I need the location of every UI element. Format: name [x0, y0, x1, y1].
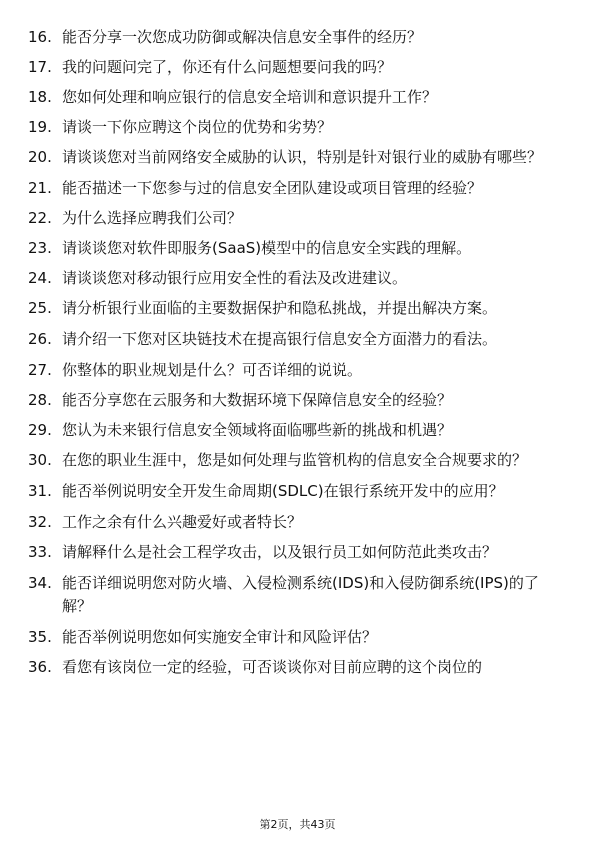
- question-item: [28, 419, 568, 442]
- question-item: [28, 26, 568, 49]
- question-text: 能否描述一下您参与过的信息安全团队建设或项目管理的经验？: [62, 179, 483, 197]
- question-number: 20.: [28, 148, 52, 166]
- question-text: 请谈谈您对移动银行应用安全性的看法及改进建议。: [62, 269, 408, 287]
- question-text: 请谈谈您对当前网络安全威胁的认识，特别是针对银行业的威胁有哪些？: [62, 148, 543, 166]
- question-item: [28, 328, 568, 351]
- question-number: 35.: [28, 628, 52, 646]
- question-text: 您如何处理和响应银行的信息安全培训和意识提升工作？: [62, 88, 438, 106]
- question-item: [28, 389, 568, 412]
- question-number: 18.: [28, 88, 52, 106]
- question-item: [28, 511, 568, 534]
- question-item: [28, 359, 568, 382]
- question-item: [28, 86, 568, 109]
- question-number: 25.: [28, 299, 52, 317]
- question-text: 为什么选择应聘我们公司？: [62, 209, 243, 227]
- question-item: [28, 297, 568, 320]
- question-item: [28, 116, 568, 139]
- question-text: 请解释什么是社会工程学攻击，以及银行员工如何防范此类攻击？: [62, 543, 498, 561]
- question-text: 能否分享一次您成功防御或解决信息安全事件的经历？: [62, 28, 423, 46]
- question-number: 31.: [28, 482, 52, 500]
- question-text: 请分析银行业面临的主要数据保护和隐私挑战，并提出解决方案。: [62, 299, 498, 317]
- question-item: [28, 449, 568, 472]
- question-number: 24.: [28, 269, 52, 287]
- question-number: 16.: [28, 28, 52, 46]
- question-text: 你整体的职业规划是什么？可否详细的说说。: [62, 361, 363, 379]
- question-text: 能否举例说明您如何实施安全审计和风险评估？: [62, 628, 378, 646]
- question-number: 19.: [28, 118, 52, 136]
- question-text: 能否举例说明安全开发生命周期(SDLC)在银行系统开发中的应用？: [62, 482, 504, 500]
- question-text: 请谈谈您对软件即服务(SaaS)模型中的信息安全实践的理解。: [62, 239, 472, 257]
- question-item: [28, 267, 568, 290]
- question-item: [28, 207, 568, 230]
- question-text: 能否详细说明您对防火墙、入侵检测系统(IDS)和入侵防御系统(IPS)的了解？: [62, 574, 539, 615]
- page-number-footer: 第2页，共43页: [259, 818, 336, 831]
- question-list: [28, 26, 568, 686]
- question-number: 28.: [28, 391, 52, 409]
- question-number: 33.: [28, 543, 52, 561]
- question-text: 工作之余有什么兴趣爱好或者特长？: [62, 513, 303, 531]
- question-item: [28, 56, 568, 79]
- question-item: [28, 572, 568, 618]
- question-text: 请介绍一下您对区块链技术在提高银行信息安全方面潜力的看法。: [62, 330, 498, 348]
- question-number: 17.: [28, 58, 52, 76]
- question-number: 27.: [28, 361, 52, 379]
- question-text: 您认为未来银行信息安全领域将面临哪些新的挑战和机遇？: [62, 421, 453, 439]
- question-number: 29.: [28, 421, 52, 439]
- question-text: 看您有该岗位一定的经验，可否谈谈你对目前应聘的这个岗位的: [62, 658, 483, 676]
- question-number: 34.: [28, 574, 52, 592]
- question-text: 请谈一下你应聘这个岗位的优势和劣势？: [62, 118, 333, 136]
- question-text: 能否分享您在云服务和大数据环境下保障信息安全的经验？: [62, 391, 453, 409]
- question-item: [28, 146, 568, 169]
- question-item: [28, 480, 568, 503]
- question-text: 在您的职业生涯中，您是如何处理与监管机构的信息安全合规要求的？: [62, 451, 528, 469]
- question-number: 30.: [28, 451, 52, 469]
- question-item: [28, 177, 568, 200]
- question-text: 我的问题问完了，你还有什么问题想要问我的吗？: [62, 58, 393, 76]
- question-item: [28, 237, 568, 260]
- question-number: 22.: [28, 209, 52, 227]
- question-number: 23.: [28, 239, 52, 257]
- question-number: 36.: [28, 658, 52, 676]
- question-number: 26.: [28, 330, 52, 348]
- question-item: [28, 541, 568, 564]
- question-number: 32.: [28, 513, 52, 531]
- question-item: [28, 626, 568, 649]
- question-item: [28, 656, 568, 679]
- question-number: 21.: [28, 179, 52, 197]
